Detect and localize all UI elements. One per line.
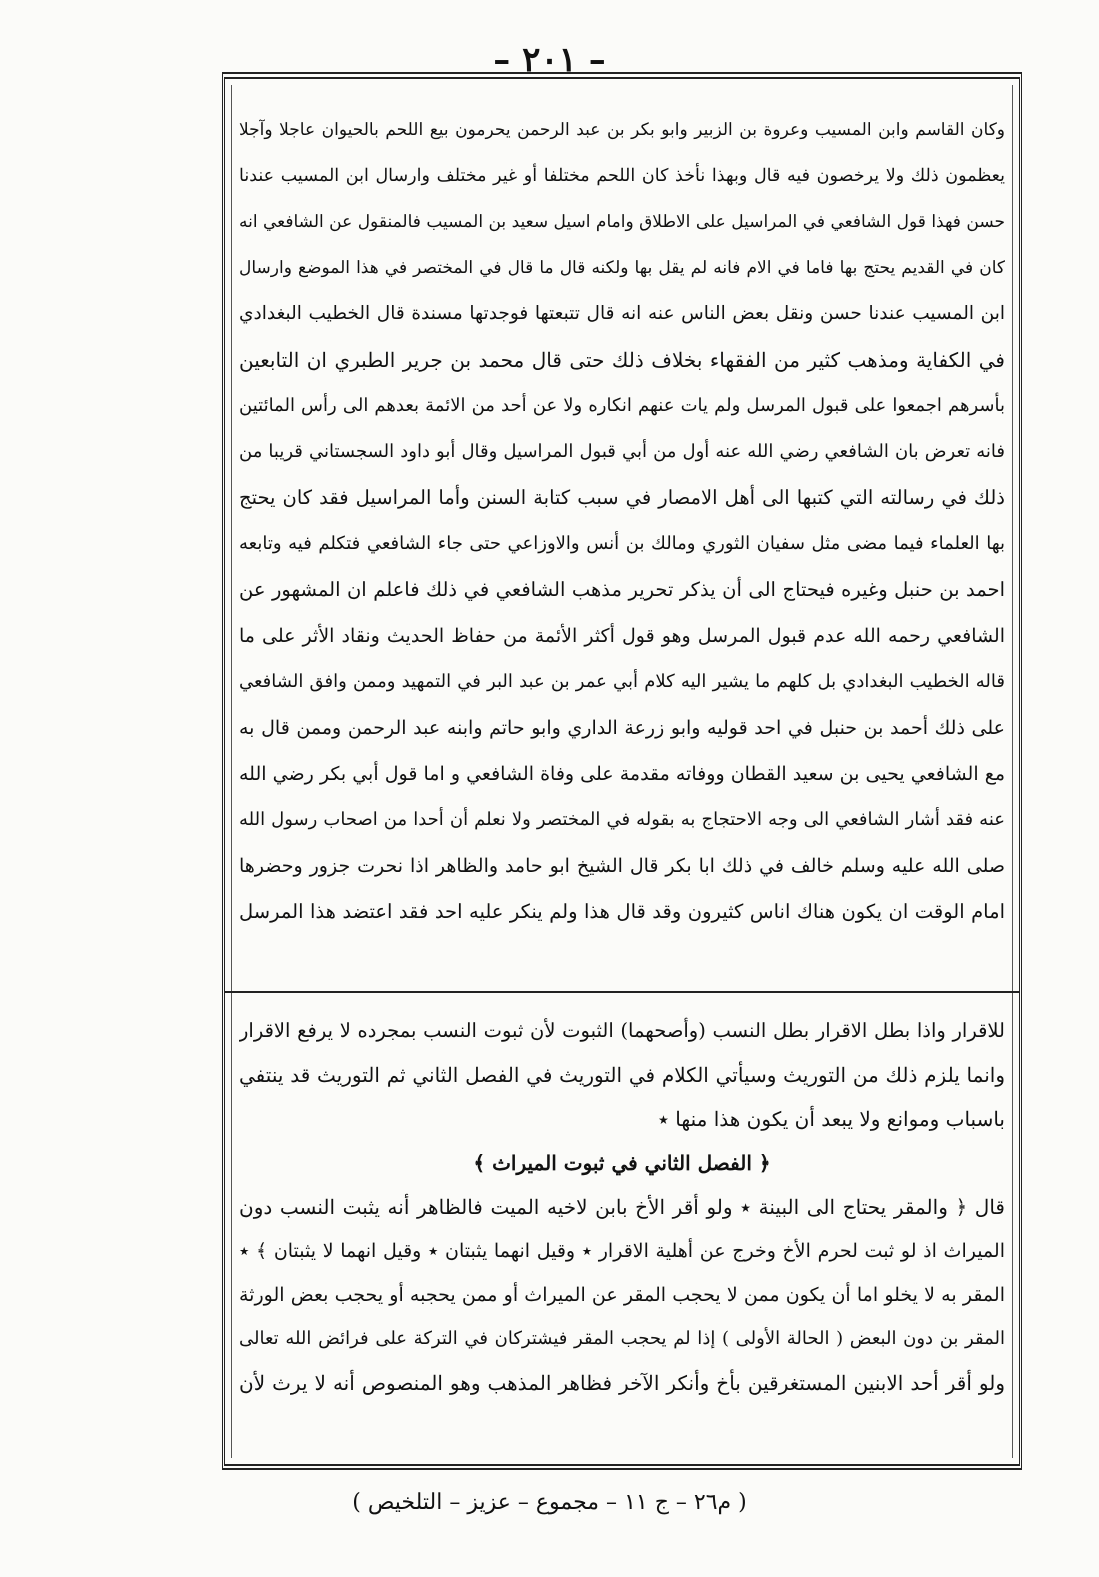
text-line: مع الشافعي يحيى بن سعيد القطان ووفاته مقدمة على وفاة الشافعي و اما قول أبي بكر رضي الله: [239, 763, 1005, 785]
text-line: كان في القديم يحتج بها فاما في الام فانه لم يقل بها ولكنه قال ما قال في المختصر في هذا الموضع وارسال: [239, 258, 1005, 278]
text-line: المقر به لا يخلو اما أن يكون ممن لا يحجب المقر عن الميراث أو ممن يحجبه أو يحجب بعض الورثة: [239, 1284, 1005, 1306]
commentary-text: [239, 1009, 1005, 1469]
main-text: [239, 107, 1005, 987]
text-line: امام الوقت ان يكون هناك اناس كثيرون وقد قال هذا ولم ينكر عليه احد فقد اعتضد هذا المرسل: [239, 900, 1005, 923]
text-line: الشافعي رحمه الله عدم قبول المرسل وهو قول أكثر الأئمة من حفاظ الحديث ونقاد الأثر على ما: [239, 625, 1005, 647]
section-divider: [225, 991, 1019, 993]
text-line: صلى الله عليه وسلم خالف في ذلك ابا بكر قال الشيخ ابو حامد والظاهر اذا نحرت جزور وحضرها: [239, 855, 1005, 877]
text-line: احمد بن حنبل وغيره فيحتاج الى أن يذكر تحرير مذهب الشافعي في ذلك فاعلم ان المشهور عن: [239, 578, 1005, 601]
page-footer: ( م٢٦ – ج ١١ – مجموع – عزيز – التلخيص ): [352, 1490, 747, 1515]
text-line: قال ﴿ والمقر يحتاج الى البينة ٭ ولو أقر الأخ بابن لاخيه الميت فالظاهر أنه يثبت النسب دون: [239, 1195, 1005, 1219]
text-line: باسباب وموانع ولا يبعد أن يكون هذا منها ٭: [658, 1107, 1005, 1131]
text-line: يعظمون ذلك ولا يرخصون فيه قال وبهذا نأخذ كان اللحم مختلفا أو غير مختلف وارسال ابن المسيب عندنا: [239, 166, 1005, 186]
text-line: عنه فقد أشار الشافعي الى وجه الاحتجاج به بقوله في المختصر ولا نعلم أن أحدا من اصحاب رسول الله: [239, 809, 1005, 830]
text-line: بها العلماء فيما مضى مثل سفيان الثوري ومالك بن أنس والاوزاعي حتى جاء الشافعي فتكلم فيه وتابعه: [239, 533, 1005, 554]
text-line: الميراث اذ لو ثبت لحرم الأخ وخرج عن أهلية الاقرار ٭ وقيل انهما يثبتان ٭ وقيل انهما لا يثبتان ﴾ ٭: [239, 1240, 1005, 1262]
text-line: حسن فهذا قول الشافعي في المراسيل على الاطلاق وامام اسيل سعيد بن المسيب فالمنقول عن الشافعي انه: [239, 212, 1005, 232]
text-line: ولو أقر أحد الابنين المستغرقين بأخ وأنكر الآخر فظاهر المذهب وهو المنصوص أنه لا يرث لأن: [239, 1371, 1005, 1395]
text-line: بأسرهم اجمعوا على قبول المرسل ولم يات عنهم انكاره ولا عن أحد من الائمة بعدهم الى رأس المائتين: [239, 395, 1005, 416]
text-line: في الكفاية ومذهب كثير من الفقهاء بخلاف ذلك حتى قال محمد بن جرير الطبري ان التابعين: [239, 348, 1005, 372]
text-line: ذلك في رسالته التي كتبها الى أهل الامصار في سبب كتابة السنن وأما المراسيل فقد كان يحتج: [239, 486, 1005, 509]
section-heading: ﴿ الفصل الثاني في ثبوت الميراث ﴾: [473, 1151, 771, 1175]
text-line: وانما يلزم ذلك من التوريث وسيأتي الكلام في التوريث في الفصل الثاني ثم التوريث قد ينتفي: [239, 1063, 1005, 1087]
page-frame: [222, 72, 1022, 1470]
page-number: – ٢٠١ –: [493, 40, 606, 80]
text-line: قاله الخطيب البغدادي بل كلهم ما يشير اليه كلام أبي عمر بن عبد البر في التمهيد وممن وافق الشافعي: [239, 671, 1005, 692]
text-line: ابن المسيب عندنا حسن ونقل بعض الناس عنه انه قال تتبعتها فوجدتها مسندة قال الخطيب البغدادي: [239, 303, 1005, 324]
text-line: فانه تعرض بان الشافعي رضي الله عنه أول من أبي قبول المراسيل وقال أبو داود السجستاني قريبا من: [239, 441, 1005, 462]
text-line: للاقرار واذا بطل الاقرار بطل النسب (وأصحهما) الثبوت لأن ثبوت النسب بمجرده لا يرفع الاقرار: [239, 1019, 1005, 1042]
text-line: على ذلك أحمد بن حنبل في احد قوليه وابو زرعة الداري وابو حاتم وابنه عبد الرحمن وممن قال به: [239, 717, 1005, 739]
text-line: المقر بن دون البعض ( الحالة الأولى ) إذا لم يحجب المقر فيشتركان في التركة على فرائض الله تعالى: [239, 1328, 1005, 1349]
text-line: وكان القاسم وابن المسيب وعروة بن الزبير وابو بكر بن عبد الرحمن يحرمون بيع اللحم بالحيوان عاجلا وآجلا: [239, 120, 1005, 140]
